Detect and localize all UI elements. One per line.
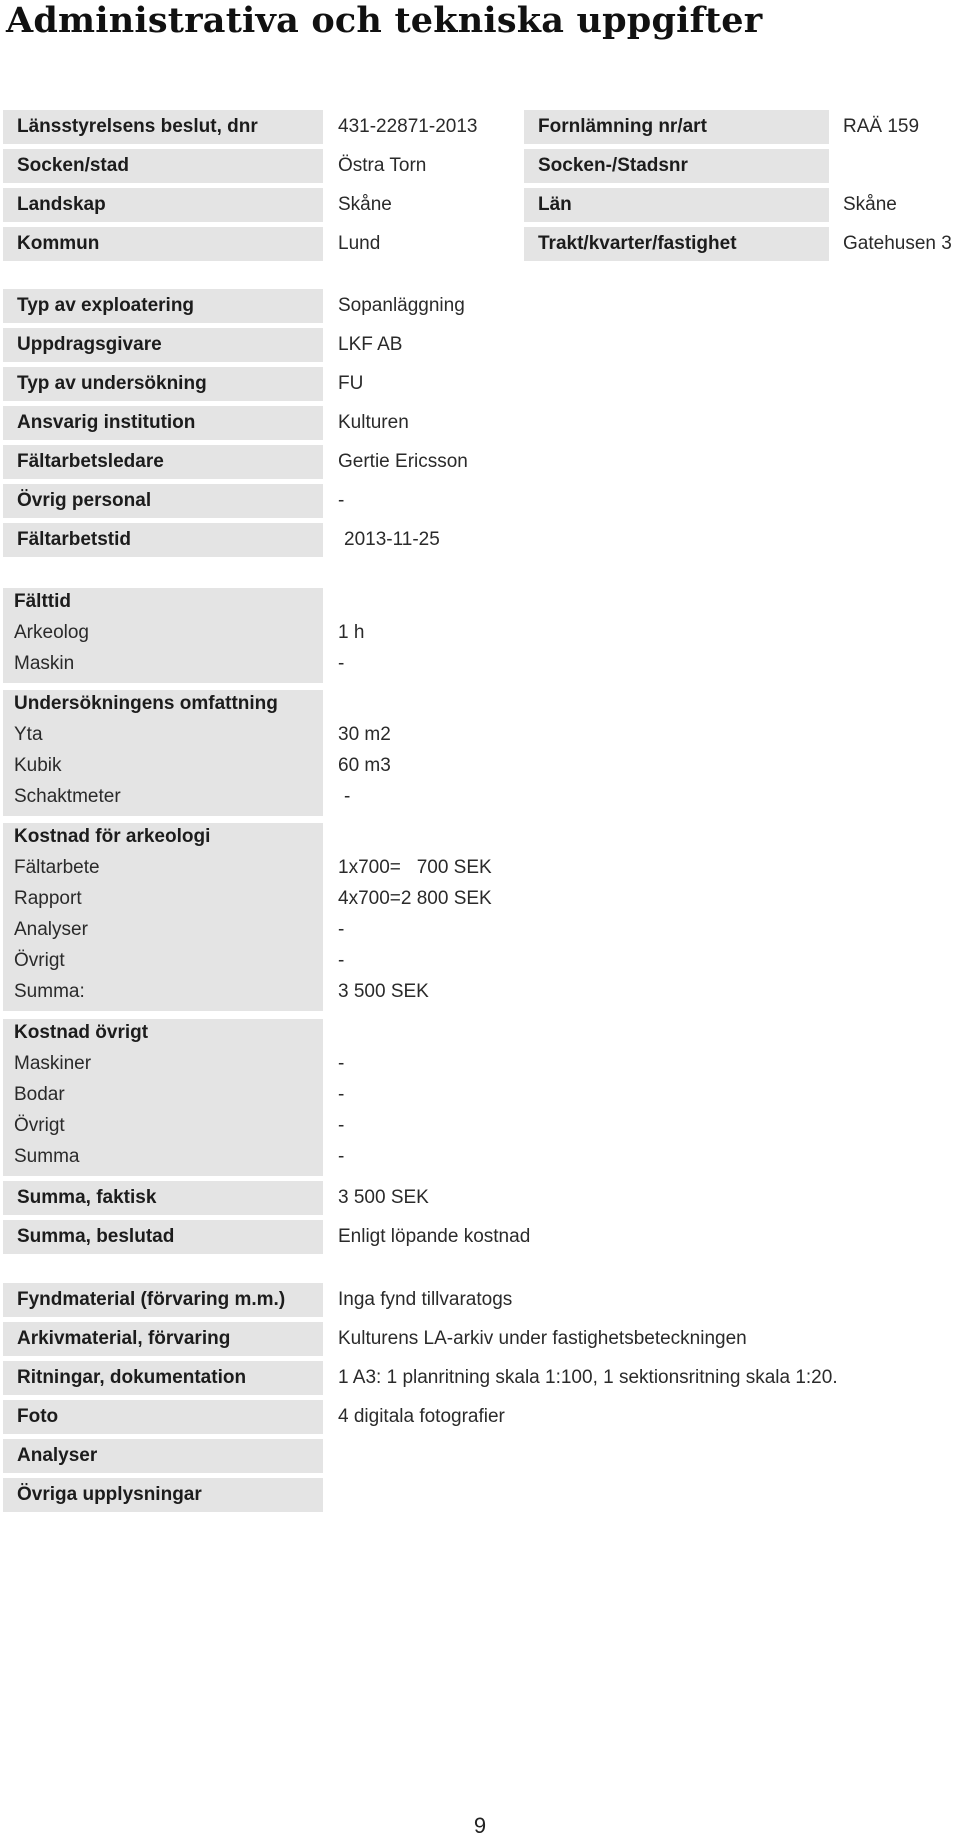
detail-row bbox=[0, 1079, 960, 1110]
material-row bbox=[0, 1439, 960, 1477]
page-number: 9 bbox=[473, 1813, 487, 1838]
detail-value: 3 500 SEK bbox=[338, 981, 429, 1002]
detail-value: - bbox=[338, 919, 345, 940]
detail-row bbox=[0, 852, 960, 883]
detail-value: - bbox=[338, 653, 345, 674]
detail-label: Rapport bbox=[14, 888, 82, 909]
info-label: Typ av exploatering bbox=[3, 289, 323, 323]
detail-value: - bbox=[338, 950, 345, 971]
section-heading: Kostnad övrigt bbox=[14, 1022, 149, 1043]
detail-row bbox=[0, 750, 960, 781]
admin-row bbox=[0, 188, 960, 226]
info-label: Fältarbetsledare bbox=[3, 445, 323, 479]
section-heading: Undersökningens omfattning bbox=[14, 693, 278, 714]
admin-value: 431-22871-2013 bbox=[338, 116, 478, 137]
detail-row bbox=[0, 945, 960, 976]
section-heading-row bbox=[0, 688, 960, 719]
material-label: Analyser bbox=[3, 1439, 323, 1473]
material-label: Arkivmaterial, förvaring bbox=[3, 1322, 323, 1356]
detail-value: - bbox=[338, 1084, 345, 1105]
admin-label: Län bbox=[524, 188, 829, 222]
admin-value: Lund bbox=[338, 233, 381, 254]
info-label: Uppdragsgivare bbox=[3, 328, 323, 362]
info-label: Övrig personal bbox=[3, 484, 323, 518]
page-title: Administrativa och tekniska uppgifter bbox=[6, 0, 763, 41]
detail-row bbox=[0, 883, 960, 914]
detail-row bbox=[0, 1141, 960, 1172]
detail-value: 60 m3 bbox=[338, 755, 391, 776]
detail-label: Analyser bbox=[14, 919, 88, 940]
detail-label: Schaktmeter bbox=[14, 786, 121, 807]
detail-label: Summa: bbox=[14, 981, 85, 1002]
detail-label: Övrigt bbox=[14, 950, 65, 971]
admin-row bbox=[0, 110, 960, 148]
material-row bbox=[0, 1361, 960, 1399]
material-value: 4 digitala fotografier bbox=[338, 1406, 505, 1427]
info-label: Typ av undersökning bbox=[3, 367, 323, 401]
admin-label: Socken/stad bbox=[3, 149, 323, 183]
material-label: Foto bbox=[3, 1400, 323, 1434]
material-row bbox=[0, 1322, 960, 1360]
material-value: 1 A3: 1 planritning skala 1:100, 1 sektionsritning skala 1:20. bbox=[338, 1367, 838, 1388]
detail-row bbox=[0, 1110, 960, 1141]
admin-label: Kommun bbox=[3, 227, 323, 261]
admin-label: Socken-/Stadsnr bbox=[524, 149, 829, 183]
detail-row bbox=[0, 617, 960, 648]
material-row bbox=[0, 1283, 960, 1321]
detail-row bbox=[0, 719, 960, 750]
detail-value: - bbox=[338, 1146, 345, 1167]
detail-label: Maskiner bbox=[14, 1053, 92, 1074]
info-row bbox=[0, 406, 960, 444]
material-label: Övriga upplysningar bbox=[3, 1478, 323, 1512]
info-label: Ansvarig institution bbox=[3, 406, 323, 440]
info-row bbox=[0, 484, 960, 522]
admin-label: Trakt/kvarter/fastighet bbox=[524, 227, 829, 261]
material-row bbox=[0, 1400, 960, 1438]
section-heading-row bbox=[0, 586, 960, 617]
admin-value: Gatehusen 3 bbox=[843, 233, 952, 254]
material-value: Inga fynd tillvaratogs bbox=[338, 1289, 513, 1310]
material-label: Fyndmaterial (förvaring m.m.) bbox=[3, 1283, 323, 1317]
detail-value: 1 h bbox=[338, 622, 365, 643]
detail-row bbox=[0, 976, 960, 1007]
admin-row bbox=[0, 227, 960, 265]
admin-value: Skåne bbox=[338, 194, 392, 215]
detail-label: Kubik bbox=[14, 755, 62, 776]
info-row bbox=[0, 445, 960, 483]
summa-row bbox=[0, 1181, 960, 1219]
admin-value: Skåne bbox=[843, 194, 897, 215]
detail-value: 1x700= 700 SEK bbox=[338, 857, 492, 878]
detail-row bbox=[0, 914, 960, 945]
detail-value: - bbox=[338, 1053, 345, 1074]
info-row bbox=[0, 367, 960, 405]
admin-row bbox=[0, 149, 960, 187]
material-row bbox=[0, 1478, 960, 1516]
detail-row bbox=[0, 648, 960, 679]
admin-value: Östra Torn bbox=[338, 155, 427, 176]
info-row bbox=[0, 328, 960, 366]
info-value: Sopanläggning bbox=[338, 295, 465, 316]
detail-value: 30 m2 bbox=[338, 724, 391, 745]
info-value: LKF AB bbox=[338, 334, 403, 355]
info-value: Gertie Ericsson bbox=[338, 451, 468, 472]
detail-label: Övrigt bbox=[14, 1115, 65, 1136]
section-heading: Kostnad för arkeologi bbox=[14, 826, 211, 847]
summa-row bbox=[0, 1220, 960, 1258]
summa-label: Summa, beslutad bbox=[3, 1220, 323, 1254]
info-row bbox=[0, 523, 960, 561]
info-row bbox=[0, 289, 960, 327]
detail-value: - bbox=[344, 786, 351, 807]
section-heading-row bbox=[0, 1017, 960, 1048]
detail-label: Summa bbox=[14, 1146, 80, 1167]
admin-label: Länsstyrelsens beslut, dnr bbox=[3, 110, 323, 144]
admin-label: Fornlämning nr/art bbox=[524, 110, 829, 144]
detail-label: Fältarbete bbox=[14, 857, 100, 878]
info-value: FU bbox=[338, 373, 364, 394]
info-label: Fältarbetstid bbox=[3, 523, 323, 557]
detail-row bbox=[0, 781, 960, 812]
info-value: Kulturen bbox=[338, 412, 409, 433]
summa-value: Enligt löpande kostnad bbox=[338, 1226, 531, 1247]
detail-row bbox=[0, 1048, 960, 1079]
material-label: Ritningar, dokumentation bbox=[3, 1361, 323, 1395]
detail-label: Maskin bbox=[14, 653, 75, 674]
info-value: 2013-11-25 bbox=[344, 529, 440, 550]
detail-label: Yta bbox=[14, 724, 43, 745]
detail-value: - bbox=[338, 1115, 345, 1136]
section-heading: Fälttid bbox=[14, 591, 71, 612]
summa-value: 3 500 SEK bbox=[338, 1187, 429, 1208]
section-heading-row bbox=[0, 821, 960, 852]
admin-value: RAÄ 159 bbox=[843, 116, 920, 137]
info-value: - bbox=[338, 490, 345, 511]
admin-label: Landskap bbox=[3, 188, 323, 222]
detail-label: Arkeolog bbox=[14, 622, 89, 643]
summa-label: Summa, faktisk bbox=[3, 1181, 323, 1215]
material-value: Kulturens LA-arkiv under fastighetsbeteckningen bbox=[338, 1328, 747, 1349]
detail-label: Bodar bbox=[14, 1084, 65, 1105]
detail-value: 4x700=2 800 SEK bbox=[338, 888, 492, 909]
